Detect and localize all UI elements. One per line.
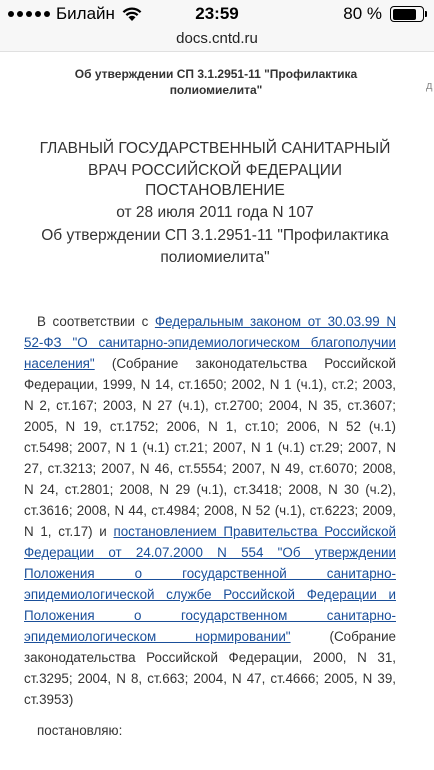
- paragraph-text: (Собрание законодательства Российской Федерации, 1999, N 14, ст.1650; 2002, N 1 (ч.1), ст.2; 2003, N 2, ст.167; 2003, N 27 (ч.1), ст.2700; 2004, N 35, ст.3607; 2005, N 19, ст.1752; 2006, N 1, ст.10; 2006, N 52 (ч.1) ст.5498; 2007, N 1 (ч.1) ст.21; 2007, N 1 (ч.1) ст.29; 2007, N 27, ст.3213; 2007, N 46, ст.5554; 2007, N 49, ст.6070; 2008, N 24, ст.2801; 2008, N 29 (ч.1), ст.3418; 2008, N 30 (ч.2), ст.3616; 2008, N 44, ст.4984; 2008, N 52 (ч.1), ст.6223; 2009, N 1, ст.17) и: [24, 356, 396, 539]
- government-decree-link[interactable]: постановлением Правительства Российской Федерации от 24.07.2000 N 554 "Об утверждении Положения о государственной санитарно-эпидемиологической службе Российской Федерации и Положения о государственном санитарно-эпидемиологическом нормировании": [24, 524, 396, 644]
- document-subject-heading: Об утверждении СП 3.1.2951-11 "Профилактика полиомиелита": [41, 227, 389, 266]
- document-date-heading: от 28 июля 2011 года N 107: [116, 204, 314, 221]
- battery-group: [343, 4, 424, 24]
- clock: 23:59: [195, 4, 239, 23]
- battery-icon: [390, 6, 424, 22]
- paragraph-text: В соответствии с: [37, 314, 155, 329]
- address-bar[interactable]: docs.cntd.ru: [0, 30, 434, 52]
- status-bar: [0, 0, 434, 30]
- battery-percent: 80 %: [343, 4, 382, 23]
- clipped-edge-text: д: [426, 80, 433, 92]
- document-type-heading: ПОСТАНОВЛЕНИЕ: [145, 182, 285, 199]
- document-body-paragraph: [24, 311, 396, 710]
- paragraph-text: (Собрание законодательства Российской Федерации, 2000, N 31, ст.3295; 2004, N 8, ст.663; 2004, N 47, ст.4666; 2005, N 39, ст.3953): [24, 629, 396, 707]
- battery-fill: [393, 9, 416, 20]
- carrier-name: Билайн: [56, 4, 115, 23]
- document-header-title: Об утверждении СП 3.1.2951-11 "Профилактика полиомиелита": [74, 67, 358, 97]
- issuer-heading: ГЛАВНЫЙ ГОСУДАРСТВЕННЫЙ САНИТАРНЫЙ ВРАЧ РОССИЙСКОЙ ФЕДЕРАЦИИ: [39, 140, 391, 179]
- federal-law-link[interactable]: Федеральным законом от 30.03.99 N 52-ФЗ "О санитарно-эпидемиологическом благополучии населения": [24, 314, 397, 371]
- resolution-word: постановляю:: [37, 723, 123, 738]
